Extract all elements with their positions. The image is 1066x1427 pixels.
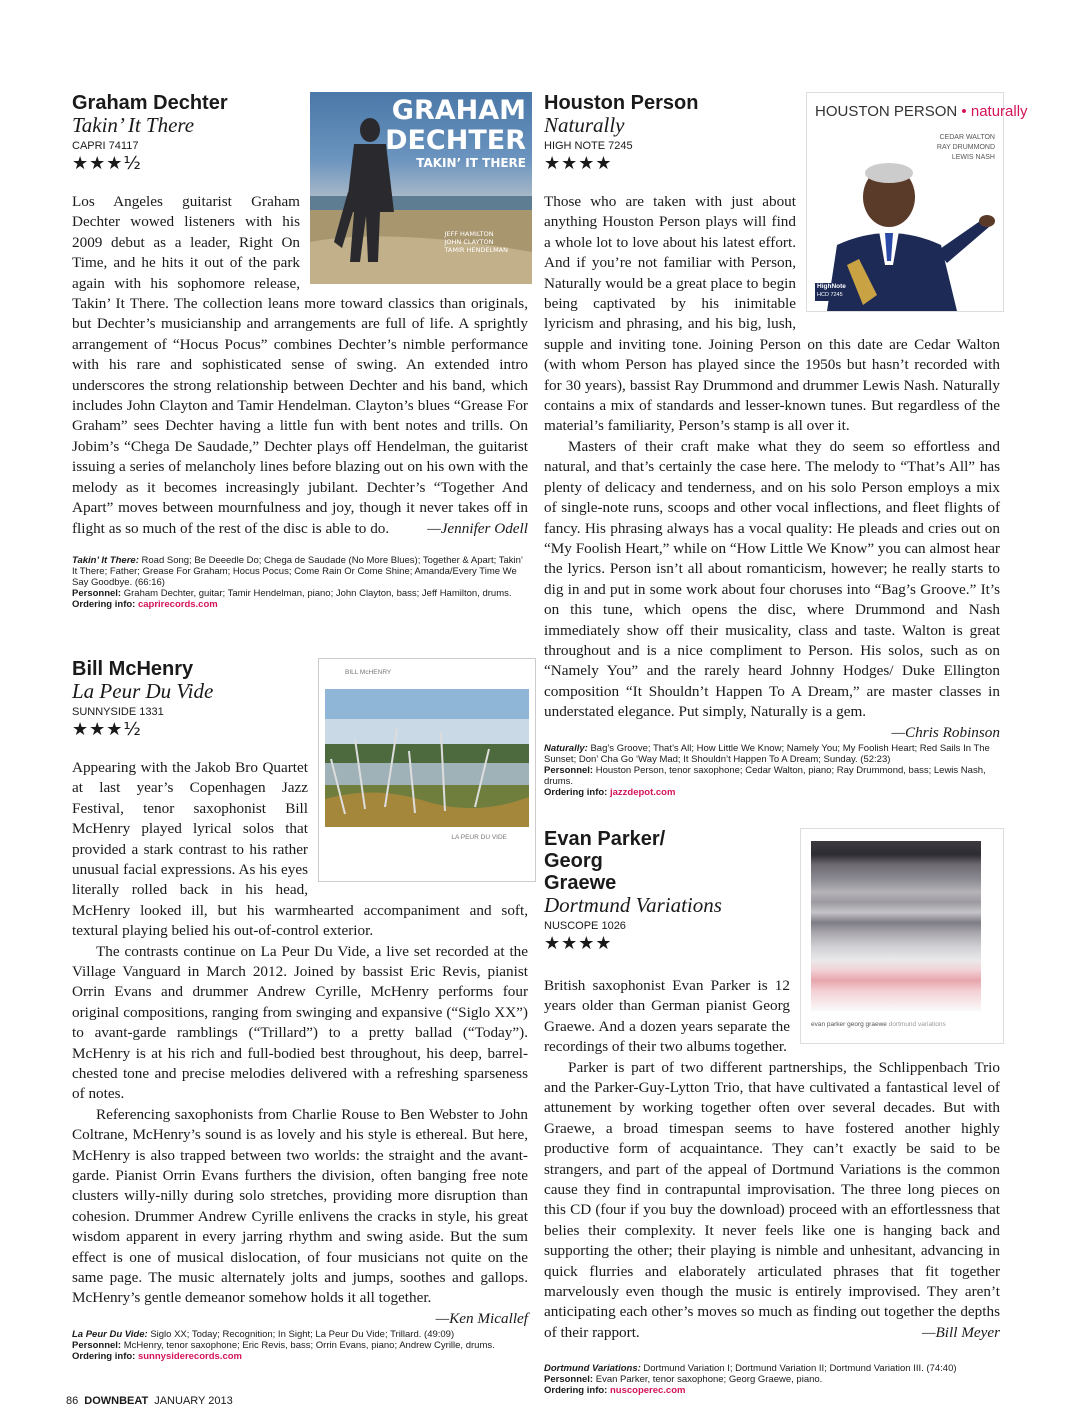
review-paragraph [544, 437, 1000, 741]
personnel-list: Houston Person, tenor saxophone; Cedar Walton, piano; Ray Drummond, bass; Lewis Nash, drums. [544, 764, 986, 787]
cover-title-line1: GRAHAM [391, 95, 526, 126]
paragraph-text: Referencing saxophonists from Charlie Rouse to Ben Webster to John Coltrane, McHenry’s sound is as lovely and his style is ethereal. But here, McHenry is also trapped between two worlds: the straight and the avant-garde. Pianist Orrin Evans furthers the division, often banging free note clusters willy-nilly during solo stretches, providing more disruption than cohesion. Drummer Andrew Cyrille enlivens the cracks in style, his great wisdom apparent in every jarring rhythm and swing aside. But the sum effect is one of musical dislocation, of four musicians not quite on the same page. The music alternately jolts and jumps, soothes and gallops. McHenry’s gentle demeanor somehow holds it all together. [72, 1105, 528, 1307]
cover-catalog: HCD 7245 [817, 292, 843, 298]
track-list: Road Song; Be Deeedle Do; Chega de Saudade (No More Blues); Together & Apart; Takin’ It There; Father; Grease For Graham; Hocus Pocus; Come Rain Or Come Shine; Amanda/Every Time We Say Goodbye. (66:16) [72, 554, 523, 588]
record-label: HIGH NOTE 7245 [544, 140, 633, 152]
artist-name: Evan Parker/ Georg Graewe [544, 827, 666, 894]
review-graham-dechter [72, 92, 528, 610]
track-list: Dortmund Variation I; Dortmund Variation II; Dortmund Variation III. (74:40) [643, 1363, 957, 1375]
album-title: La Peur Du Vide [72, 678, 214, 703]
artist-name: Bill McHenry [72, 657, 194, 680]
review-paragraph: The contrasts continue on La Peur Du Vide, a live set recorded at the Village Vanguard in March 2012. Joined by bassist Eric Revis, pianist Orrin Evans and drummer Andrew Cyrille, McHenry performs four original compositions, ranging from swinging and expansive (“Siglo XX”) to avant-garde ramblings (“Trillard”) to a pretty ballad (“Today”). McHenry is at his rich and full-bodied best throughout, his deep, barrel-chested tone and precise melodies delivered with a refreshing sparseness of notes. [72, 942, 528, 1103]
star-rating: ★★★½ [72, 718, 142, 740]
track-list: Siglo XX; Today; Recognition; In Sight; La Peur Du Vide; Trillard. (49:09) [150, 1329, 455, 1341]
album-info [72, 555, 528, 610]
artist-name: Graham Dechter [72, 92, 228, 114]
ordering-link[interactable]: caprirecords.com [137, 598, 218, 610]
album-info [72, 1329, 528, 1362]
ordering-link[interactable]: sunnysiderecords.com [137, 1351, 242, 1363]
ordering-link[interactable]: jazzdepot.com [609, 786, 676, 798]
cover-personnel-2: JOHN CLAYTON [444, 238, 494, 246]
paragraph-text: Masters of their craft make what they do seem so effortless and natural, and that’s certainly the case here. The melody to “That’s All” has plenty of delicacy and tenderness, and on his solo Person employs a mix of single-note runs, scoops and other vocal inflections, and fleet flights of fancy. His phrasing always has a vocal quality: He pleads and cries out on “My Foolish Heart,” while on “How Little We Know” you can almost hear the lyrics. Person isn’t all about romanticism, however; he really starts to dig in and put in some work about four choruses into “Bag’s Groove.” It’s on this tune, which opens the disc, where Drummond and Nash immediately show off their musicality, class and taste. Walton is great throughout and is a nice compliment to Person. His solos, such as on “Namely You” and the rarely heard Johnny Hodges/ Duke Ellington composition “It Shouldn’t Happen To A Dream,” are master classes in understated elegance. Put simply, Naturally is a gem. [544, 437, 1000, 721]
album-cover-naturally [806, 92, 1028, 312]
cover-names: evan parker georg graewe [811, 1020, 887, 1028]
issue-date: JANUARY 2013 [154, 1395, 233, 1407]
personnel-list: Graham Dechter, guitar; Tamir Hendelman, piano; John Clayton, bass; Jeff Hamilton, drums. [123, 587, 512, 599]
cover-title: dortmund variations [888, 1020, 946, 1028]
review-paragraph [72, 1105, 528, 1327]
cover-personnel-1: CEDAR WALTON [939, 134, 995, 141]
cover-personnel-1: JEFF HAMILTON [444, 230, 494, 238]
cover-label-logo: HighNote [817, 283, 846, 290]
ordering-label: Ordering info: [544, 1385, 608, 1397]
reviewer-byline: —Ken Micallef [435, 1309, 528, 1327]
cover-personnel-3: TAMIR HENDELMAN [444, 246, 508, 254]
ordering-label: Ordering info: [72, 598, 136, 610]
album-title: Dortmund Variations [544, 892, 722, 917]
cover-artist: HOUSTON PERSON [815, 103, 958, 120]
ordering-link[interactable]: nuscoperec.com [609, 1385, 686, 1397]
album-title: Naturally [544, 113, 625, 137]
star-rating: ★★★★ [544, 932, 613, 954]
cover-bottom-text: LA PEUR DU VIDE [451, 833, 507, 841]
tracks-label: Naturally: [544, 742, 588, 754]
personnel-label: Personnel: [544, 1374, 594, 1386]
magazine-name: DOWNBEAT [84, 1395, 149, 1407]
artist-name: Houston Person [544, 92, 699, 114]
review-bill-mchenry [72, 658, 528, 1362]
star-rating: ★★★★ [544, 153, 613, 174]
album-title: Takin’ It There [72, 113, 195, 137]
personnel-label: Personnel: [72, 587, 122, 599]
cover-personnel-2: RAY DRUMMOND [936, 144, 995, 151]
personnel-label: Personnel: [544, 764, 594, 776]
page-number: 86 [66, 1395, 79, 1407]
review-paragraph: Appearing with the Jakob Bro Quartet at last year’s Copenhagen Jazz Festival, tenor saxophonist Bill McHenry played lyrical solos that provided a stark contrast to his rather unusual facial expressions. As his eyes literally rolled back in his head, McHenry looked ill, but his warmhearted accompaniment and soft, textural playing belied his out-of-control exterior. [72, 758, 528, 940]
cover-top-text: BILL McHENRY [345, 668, 392, 676]
left-column [72, 92, 528, 1362]
album-info [544, 1363, 1000, 1396]
right-column [544, 92, 1028, 1397]
album-cover-takin-it-there [310, 92, 532, 284]
track-list: Bag’s Groove; That’s All; How Little We Know; Namely You; My Foolish Heart; Red Sails In The Sunset; Don’ Cha Go ‘Way Mad; It Shouldn’t Happen To A Dream; Sunday. (52:23) [544, 742, 990, 765]
cover-dot: • [961, 103, 967, 120]
star-rating: ★★★½ [72, 153, 142, 174]
cover-title: naturally [970, 103, 1028, 120]
tracks-label: Dortmund Variations: [544, 1363, 641, 1375]
record-label: SUNNYSIDE 1331 [72, 705, 164, 718]
paragraph-text: Parker is part of two different partnerships, the Schlippenbach Trio and the Parker-Guy-Lytton Trio, that have cultivated a fantastical level of attunement by working together often over several decades. But with Graewe, a broad timespan seems to have fostered another highly productive form of acquaintance. They can’t exactly be said to be strangers, and part of the appeal of Dortmund Variations is the common cause they find in contrapuntal improvisation. The three long pieces on this CD (four if you buy the download) proceed with an effortlessness that belies their complexity. It never feels like one is hanging back and supporting the other; their playing is nimble and unhesitant, advancing in quick flurries and elaborately articulated phrases that fit together marvelously even though the music is entirely improvised. They aren’t anticipating each other’s moves so much as finding out together the depths of their rapport. [544, 1058, 1000, 1341]
record-label: NUSCOPE 1026 [544, 919, 626, 932]
reviewer-byline: —Bill Meyer [921, 1323, 1000, 1341]
personnel-list: McHenry, tenor saxophone; Eric Revis, bass; Orrin Evans, piano; Andrew Cyrille, drums. [123, 1340, 495, 1352]
record-label: CAPRI 74117 [72, 140, 139, 152]
review-paragraph [544, 1058, 1000, 1344]
personnel-label: Personnel: [72, 1340, 122, 1352]
cover-personnel-3: LEWIS NASH [951, 154, 995, 161]
reviewer-byline: —Jennifer Odell [427, 519, 528, 537]
review-evan-parker-georg-graewe [544, 828, 1000, 1396]
ordering-label: Ordering info: [72, 1351, 136, 1363]
tracks-label: La Peur Du Vide: [72, 1329, 148, 1341]
paragraph-text: Los Angeles guitarist Graham Dechter wowed listeners with his 2009 debut as a leader, Right On Time, and he hits it out of the park again with his sophomore release, Takin’ It There. The collection leans more toward classics than originals, but Dechter’s musicianship and arrangements are full of life. A sprightly arrangement of “Hocus Pocus” combines Dechter’s nimble performance with his rare and sophisticated sense of swing. An extended intro underscores the strong relationship between Dechter and his band, which includes John Clayton and Tamir Hendelman. Clayton’s blues “Grease For Graham” sees Dechter having a little fun with bent notes and trills. On Jobim’s “Chega De Saudade,” Dechter plays off Hendelman, the guitarist issuing a series of melancholy lines before blazing out on his own with the melody as it becomes increasingly jubilant. Dechter’s “Together And Apart” moves between mournfulness and joy, though it never takes off in flight as so much of the rest of the disc is able to do. [72, 193, 528, 537]
album-cover-la-peur-du-vide [318, 658, 536, 882]
reviewer-byline: —Chris Robinson [891, 723, 1000, 741]
cover-title-line3: TAKIN’ IT THERE [416, 156, 526, 170]
review-houston-person [544, 92, 1028, 798]
personnel-list: Evan Parker, tenor saxophone; Georg Graewe, piano. [595, 1374, 823, 1386]
album-cover-dortmund-variations [800, 828, 1004, 1044]
tracks-label: Takin’ It There: [72, 554, 139, 566]
album-info [544, 743, 1000, 798]
cover-photo [325, 689, 529, 827]
cover-title-line2: DECHTER [385, 125, 526, 156]
review-paragraph: British saxophonist Evan Parker is 12 years older than German pianist Georg Graewe. And a dozen years separate the recordings of their two albums together. [544, 976, 790, 1056]
cover-gradient [811, 841, 981, 1011]
ordering-label: Ordering info: [544, 786, 608, 798]
page-footer [66, 1395, 233, 1407]
review-paragraph: Those who are taken with just about anything Houston Person plays will find a whole lot to love about his latest effort. And if you’re not familiar with Person, Naturally would be a great place to begin being captivated by his inimitable lyricism and phrasing, and his big, lush, supple and inviting tone. Joining Person on this date are Cedar Walton (with whom Person has played since the 1950s but hasn’t recorded with for 30 years), bassist Ray Drummond and drummer Lewis Nash. Naturally contains a mix of standards and lesser-known tunes. But regardless of the material’s familiarity, Person’s stamp is all over it. [544, 193, 1000, 435]
